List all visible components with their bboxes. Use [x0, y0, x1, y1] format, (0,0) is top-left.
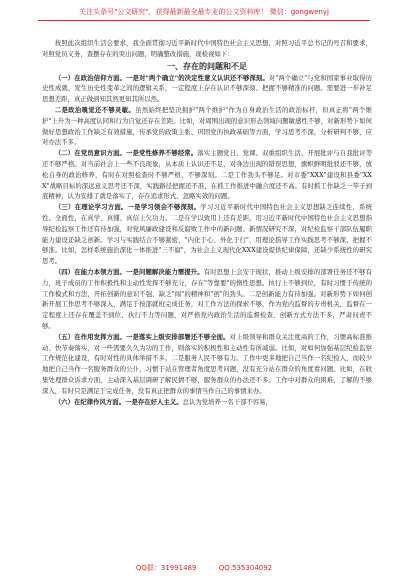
paragraph-text: 有时思想上会安于现状，推动上级安排的部署任务还不够有力，班子成员的工作积极性和主动性发挥不够充分，存在"等靠要"的惰性思想。执行上不够到位，有时习惯于传统的工作模式和方法，开拓创新的意识不强，缺乏"闯"的精神和"创"的劲头。二是创新能力有待加强。对新形势下如何创新开展工作思考不够深入，满足于按部就班完成任务，对工作方法的探索不够，作为党内监督的专责机关，监督在一定程度上还存在覆盖不到位、执行不力等问题，对严格党内政治生活的监督检查，创新方式方法不多，严肃问责不够。 [42, 267, 372, 330]
paragraph-party-awareness [42, 148, 372, 202]
paragraph-ability [42, 267, 372, 332]
contact-footer [0, 562, 408, 574]
intro-paragraph: 按照此次组织生活会要求，我全面贯彻习近平新时代中国特色社会主义思想，对照习近平总书记的号召和要求，对照党员义务，查摆存在的突出问题，明确整改措施，现检视如下： [42, 39, 372, 58]
paragraph-lead: （六）在纪律作风方面。一是存在好人主义。 [54, 397, 183, 406]
paragraph-text: 对上级领导和群众关注度高的工作，习惯高标准推动、快节奏落实，对一些需要久久为功的工作，则落实的积极性和主动性有所减弱。比如，对如何加强基层纪检监察工作规范化建设，有时对性的具体举措不多。二是服务人民不够有力。工作中更多地把自己当作一名纪检人，而较少地把自己当作一名服务群众的公仆，习惯于站在管理者角度思考问题，没有充分站在群众的角度看问题。比如，在收集处理群众诉求方面，主动深入基层调研了解民情不够，服务群众的办法还不多。工作中对群众的困难，了解的不够深入，有时只是满足于完成任务，没有真正把群众的事情当作自己的事情来办。 [42, 332, 372, 395]
banner-divider [38, 20, 370, 21]
section-title: 一、存在的问题和不足 [167, 61, 247, 71]
paragraph-theory-study [42, 202, 372, 267]
paragraph-text: 落实主题党日、党课、双重组织生活、开展批评与自我批评等还不够严格。对当前社会上一些不良现象，从本质上认识还不足，对身边出现的错误思想，旗帜鲜明批驳还不够，放松自身的政治修养，有时在对照检查时不够严格、不够深刻。二是工作劲头不够足。对市委"XXX"建设和县委"XXX"战略目标的深远意义思考还不深，实践路径把握还不准，在抓工作推进中融合度还不高。有时抓工作缺乏一竿子到底精神，认为安排了就是落实了，存在追求形式、忽略实效的问题。 [42, 149, 372, 201]
document-body [42, 38, 372, 554]
paragraph-text: 学习习近平新时代中国特色社会主义思想缺乏连续性、系统性、全面性，在真学、真懂、真信上欠功力。二是在学以致用上还有差距。用习近平新时代中国特色社会主义思想指导纪检监察工作还有待加强，对党风廉政建设和反腐败工作中的新问题、新情况研究不深，对纪检监察干部队伍履职能力建设还缺乏创新。学习与实践结合不够紧密，"内化于心、外化于行"，用理论指导工作实践思考不够深、把握不够准。比如，怎样系统施治深化一体推进"三不腐"，为社会主义现代化XXX建设提供纪律保障，还缺少系统性的研究思考。 [42, 203, 372, 266]
promo-banner: 关注头条号"公文研究"，获得最新最全最专业的公文资料库！ 微信：gongwenyj [79, 8, 329, 16]
paragraph-text: 对"两个确立"与党和国家事业取得历史性成就、发生历史性变革之间的逻辑关系，一定程度上存在认识不够深刻、把握不够精准的问题。需要进一步补足思想差距，真正做到知其然更知其所以然。 [42, 73, 372, 104]
paragraph-lead: 二是政治嗅觉还不够灵敏。 [54, 105, 136, 114]
paragraph-lead: （三）在理论学习方面。一是学习领会不够深刻。 [54, 203, 201, 212]
paragraph-text: 总认为党培养一名干部不容易， [182, 397, 273, 406]
paragraph-lead: （四）在能力本领方面。一是问题解决能力需提升。 [54, 267, 204, 276]
paragraph-lead: （二）在党员意识方面。一是党性修养不够经常。 [54, 149, 198, 158]
qq-contact: QQ:535304092 [218, 564, 273, 572]
paragraph-discipline [42, 397, 372, 408]
paragraph-political-belief [42, 73, 372, 105]
paragraph-lead: （一）在政治信仰方面。一是对"两个确立"的决定性意义认识还不够深刻。 [54, 73, 269, 82]
qq-group: QQ群：31991489 [135, 564, 197, 572]
paragraph-lead: （五）在作用发挥方面。一是落实上级安排部署还不够全面。 [54, 332, 230, 341]
paragraph-text: 虽然始终把坚决拥护"两个维护"作为自身政治生活的政治标杆，但真正将"两个维护"上升为一种高度认同和行为自觉还存在差距。比如，对周围出现的意识形态领域问题敏感性不够，对新形势下如何做好思想政治工作缺乏有效措施，传承党的政策主张、巩固党的执政基础等方面，学习思考不深，分析研判不够，应对办法不多。 [42, 105, 372, 147]
paragraph-political-sensitivity [42, 105, 372, 148]
paragraph-role [42, 332, 372, 397]
